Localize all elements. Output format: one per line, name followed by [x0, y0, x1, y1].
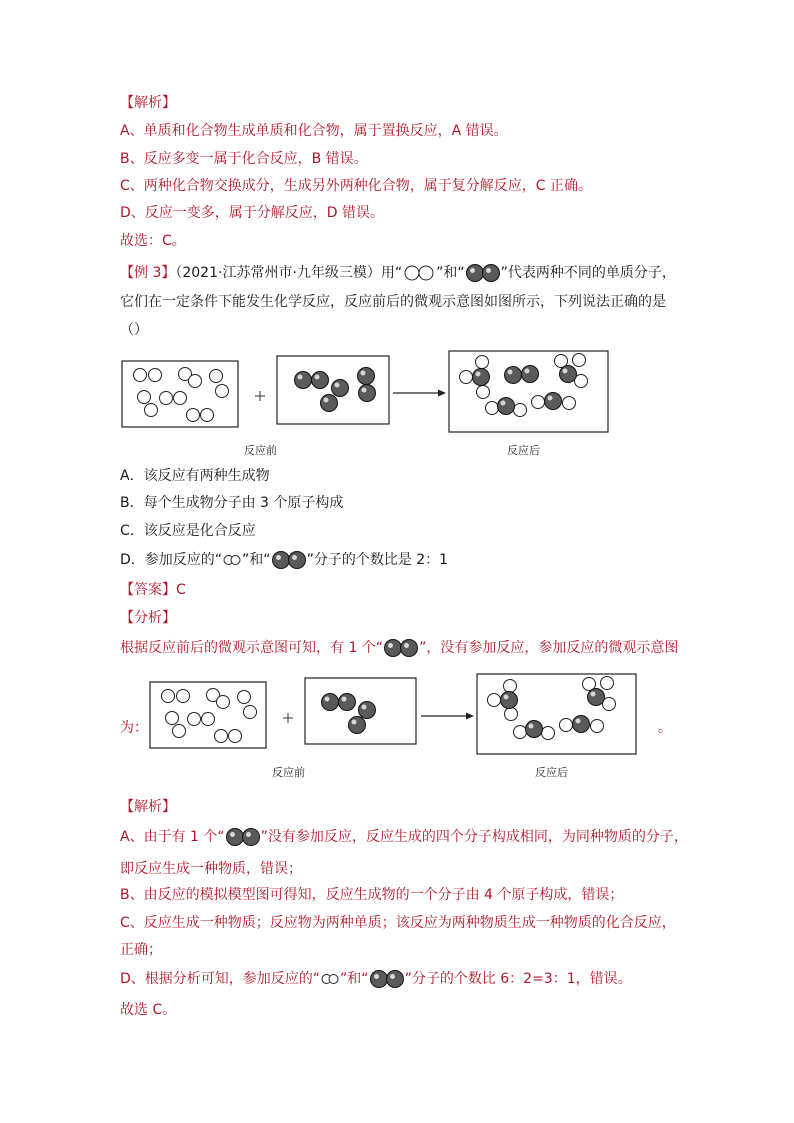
example-question-line-2: 它们在一定条件下能发生化学反应，反应前后的微观示意图如图所示，下列说法正确的是 — [120, 294, 666, 310]
fenxi-line-1: 根据反应前后的微观示意图可知，有 1 个“ ”，没有参加反应，参加反应的微观示意图 — [120, 640, 679, 656]
answer-value: C — [176, 582, 186, 598]
before-label: 反应前 — [244, 444, 277, 457]
analysis-heading: 【解析】 — [120, 95, 176, 111]
before-box-white-molecules-2 — [150, 682, 266, 748]
fenxi-line-2-prefix: 为： — [120, 720, 148, 736]
analysis-line-b: B、反应多变一属于化合反应，B 错误。 — [120, 151, 368, 167]
analysis-line-c: C、两种化合物交换成分，生成另外两种化合物，属于复分解反应，C 正确。 — [120, 178, 592, 194]
analysis2-line-a1: A、由于有 1 个“ ”没有参加反应，反应生成的四个分子构成相同，为同种物质的分子， — [120, 829, 688, 845]
white-molecule-icon — [320, 972, 340, 986]
analysis2-line-c1: C、反应生成一种物质；反应物为两种单质；该反应为两种物质生成一种物质的化合反应， — [120, 915, 676, 931]
option-b: B．每个生成物分子由 3 个原子构成 — [120, 495, 344, 511]
after-label-2: 反应后 — [535, 766, 568, 779]
example-question-line-3: （） — [120, 322, 148, 338]
before-box-dark-molecules-2 — [305, 678, 416, 744]
answer-heading: 【答案】 — [120, 582, 176, 598]
option-c: C．该反应是化合反应 — [120, 523, 256, 539]
analysis2-line-d: D、根据分析可知，参加反应的“ ”和“ ”分子的个数比 6：2=3：1，错误。 — [120, 971, 632, 987]
analysis2-line-c2: 正确； — [120, 942, 162, 958]
example-question-line-1: 【例 3】（2021·江苏常州市·九年级三模）用“ ”和“ ”代表两种不同的单质分子， — [120, 265, 676, 281]
dark-molecule-icon — [369, 969, 405, 989]
fenxi-line-2-suffix: 。 — [658, 720, 672, 736]
option-a: A．该反应有两种生成物 — [120, 468, 270, 484]
option-d: D．参加反应的“ ”和“ ”分子的个数比是 2：1 — [120, 552, 449, 568]
dark-molecule-icon — [225, 827, 261, 847]
analysis-line-d: D、反应一变多，属于分解反应，D 错误。 — [120, 205, 385, 221]
analysis2-line-a2: 即反应生成一种物质，错误； — [120, 861, 302, 877]
analysis2-answer: 故选 C。 — [120, 1002, 177, 1018]
after-box-products-2 — [477, 674, 636, 754]
analysis2-heading: 【解析】 — [120, 799, 176, 815]
reaction-arrow-2 — [421, 713, 474, 720]
after-label: 反应后 — [507, 444, 540, 457]
fenxi-heading: 【分析】 — [120, 610, 176, 626]
example-tag: 【例 3】 — [120, 265, 176, 281]
analysis-answer: 故选：C。 — [120, 233, 186, 249]
plus-sign-2 — [283, 713, 293, 723]
analysis2-line-b: B、由反应的模拟模型图可得知，反应生成物的一个分子由 4 个原子构成，错误； — [120, 887, 624, 903]
before-label-2: 反应前 — [272, 766, 305, 779]
analysis-line-a: A、单质和化合物生成单质和化合物，属于置换反应，A 错误。 — [120, 123, 508, 139]
